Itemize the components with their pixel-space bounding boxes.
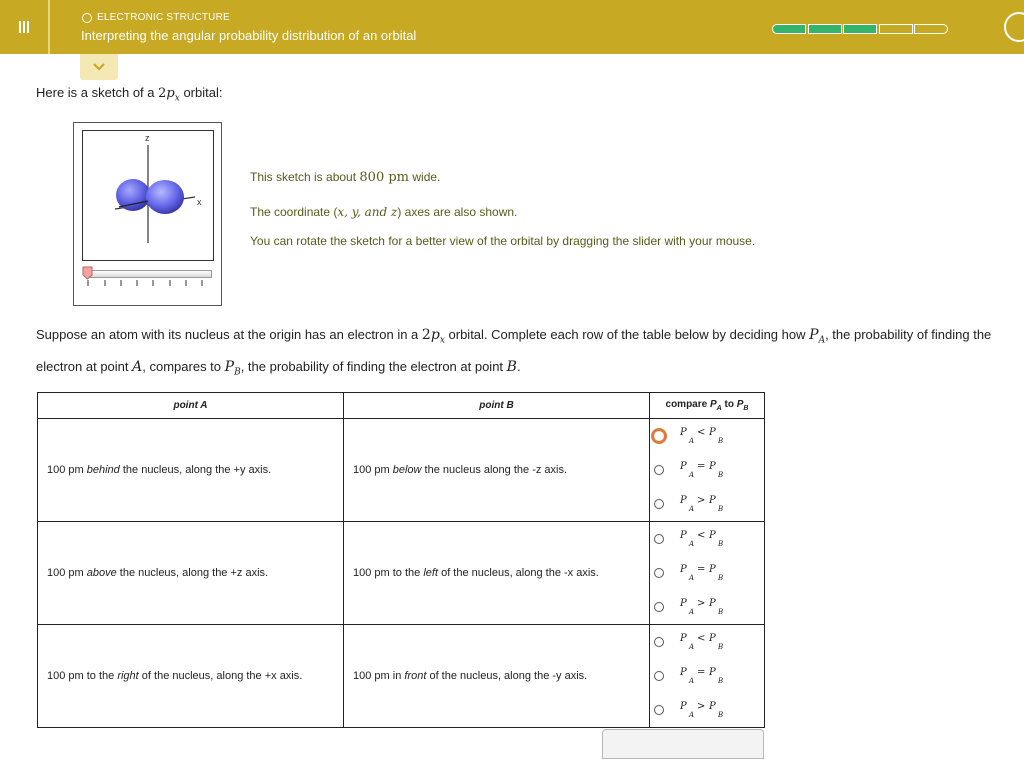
lesson-title: Interpreting the angular probability distribution of an orbital	[81, 28, 417, 43]
prompt-point-b: B	[506, 358, 517, 375]
compare-sa: A	[689, 677, 695, 685]
compare-option[interactable]	[654, 419, 764, 453]
compare-sb: B	[718, 471, 724, 479]
intro-orbital-n: 2	[158, 86, 167, 101]
rotation-slider-track[interactable]	[86, 270, 212, 278]
compare-sb: B	[718, 574, 724, 582]
intro-orbital-sub: x	[174, 93, 180, 104]
info-width-value: 800 pm	[359, 170, 410, 185]
compare-sb: B	[718, 437, 724, 445]
radio-button[interactable]	[654, 499, 664, 509]
compare-sa: A	[689, 608, 695, 616]
compare-sb: B	[718, 608, 724, 616]
prompt-p6: .	[516, 358, 521, 374]
compare-pb: P	[709, 530, 716, 541]
compare-op: >	[697, 598, 706, 609]
info-axes-after: ) axes are also shown.	[397, 205, 518, 219]
compare-sa: A	[689, 711, 695, 719]
header-compare-pb: P	[736, 399, 744, 410]
compare-sa: A	[689, 505, 695, 513]
compare-op: <	[697, 633, 706, 644]
prompt-p2: orbital. Complete each row of the table below by deciding how	[448, 327, 806, 342]
compare-sa: A	[689, 643, 695, 651]
compare-options	[650, 625, 764, 727]
compare-pb: P	[709, 564, 716, 575]
point-b-direction: left	[423, 567, 439, 579]
point-a-direction: behind	[86, 464, 120, 476]
header-point-b	[344, 393, 650, 419]
compare-pa: P	[680, 427, 687, 438]
radio-button[interactable]	[654, 637, 664, 647]
compare-pb: P	[709, 598, 716, 609]
question-prompt	[36, 322, 1011, 385]
compare-sb: B	[718, 505, 724, 513]
radio-button[interactable]	[654, 602, 664, 612]
info-axes-before: The coordinate (	[250, 205, 338, 219]
table-header-row	[38, 393, 765, 419]
point-a-text-end: the nucleus, along the +z axis.	[116, 567, 269, 579]
compare-op: =	[697, 667, 706, 678]
compare-option[interactable]	[654, 453, 764, 487]
compare-expression	[672, 695, 732, 725]
compare-pb: P	[709, 461, 716, 472]
intro-orbital-p: p	[166, 86, 175, 101]
compare-pa: P	[680, 598, 687, 609]
compare-expression	[672, 558, 732, 588]
intro-before: Here is a sketch of a	[36, 85, 155, 100]
compare-expression	[672, 661, 732, 691]
more-button[interactable]	[1004, 12, 1024, 42]
progress-bar	[772, 24, 950, 34]
compare-sa: A	[689, 540, 695, 548]
point-b-text: 100 pm in	[353, 670, 405, 682]
compare-op: =	[697, 461, 706, 472]
header-point-b-text: point B	[479, 400, 514, 411]
chevron-down-icon	[92, 62, 106, 72]
point-b-cell	[344, 522, 650, 625]
intro-text	[36, 85, 222, 104]
header-compare-pa-sub: A	[716, 405, 722, 412]
compare-pa: P	[680, 530, 687, 541]
orbital-view	[82, 130, 214, 261]
info-rotate: You can rotate the sketch for a better view of the orbital by dragging the slider with your mouse.	[250, 234, 756, 248]
info-axes-names: x, y, and z	[337, 205, 398, 219]
radio-button[interactable]	[654, 671, 664, 681]
slider-ticks	[86, 280, 214, 288]
point-a-direction: above	[86, 567, 117, 579]
compare-cell	[650, 625, 765, 728]
info-width	[250, 170, 440, 185]
compare-expression	[672, 421, 732, 451]
radio-button[interactable]	[654, 465, 664, 475]
compare-cell	[650, 419, 765, 522]
progress-segment	[808, 24, 842, 34]
action-buttons-bar[interactable]	[602, 729, 764, 759]
compare-pb: P	[709, 701, 716, 712]
header-compare-pb-sub: B	[743, 405, 749, 412]
compare-option[interactable]	[654, 625, 764, 659]
compare-sb: B	[718, 677, 724, 685]
header-point-a	[38, 393, 344, 419]
compare-option[interactable]	[654, 556, 764, 590]
compare-pa: P	[680, 495, 687, 506]
info-width-after: wide.	[412, 170, 441, 184]
compare-option[interactable]	[654, 590, 764, 624]
compare-pb: P	[709, 633, 716, 644]
point-a-text-end: of the nucleus, along the +x axis.	[138, 670, 303, 682]
point-b-direction: front	[404, 670, 427, 682]
topic-label	[82, 12, 230, 23]
radio-button[interactable]	[654, 534, 664, 544]
progress-segment	[843, 24, 877, 34]
prompt-pb-sub: B	[234, 367, 241, 378]
rotation-slider-thumb[interactable]	[82, 266, 93, 280]
point-b-cell	[344, 419, 650, 522]
menu-icon	[17, 20, 31, 34]
prompt-orbital-sub: x	[439, 335, 445, 346]
point-b-text-end: the nucleus along the -z axis.	[421, 464, 568, 476]
topic-text: ELECTRONIC STRUCTURE	[97, 12, 230, 23]
prompt-pa-sub: A	[818, 335, 826, 346]
compare-sb: B	[718, 711, 724, 719]
prompt-p1: Suppose an atom with its nucleus at the origin has an electron in a	[36, 327, 419, 342]
table-row	[38, 625, 765, 728]
prompt-p3: , the probability of finding the electron at point	[36, 327, 992, 374]
compare-op: >	[697, 701, 706, 712]
progress-segment	[772, 24, 806, 34]
prompt-orbital-p: p	[430, 327, 440, 343]
compare-pb: P	[709, 667, 716, 678]
compare-sa: A	[689, 574, 695, 582]
header-compare-prefix: compare	[665, 399, 708, 410]
prompt-pb: P	[224, 358, 235, 375]
compare-option[interactable]	[654, 659, 764, 693]
progress-segment	[879, 24, 913, 34]
point-a-text: 100 pm	[47, 464, 87, 476]
header-compare-pa: P	[709, 399, 717, 410]
radio-button[interactable]	[654, 568, 664, 578]
compare-expression	[672, 455, 732, 485]
prompt-pa: P	[809, 327, 819, 343]
compare-sb: B	[718, 643, 724, 651]
point-b-text: 100 pm	[353, 464, 393, 476]
top-bar	[0, 0, 1024, 54]
compare-sa: A	[689, 471, 695, 479]
header-point-a-text: point A	[173, 400, 208, 411]
collapse-toggle[interactable]	[80, 54, 118, 80]
point-a-cell	[38, 625, 344, 728]
header-compare-to: to	[724, 399, 734, 410]
compare-expression	[672, 524, 732, 554]
radio-button[interactable]	[654, 705, 664, 715]
table-row	[38, 522, 765, 625]
point-a-cell	[38, 419, 344, 522]
compare-sb: B	[718, 540, 724, 548]
orbital-sketch	[73, 122, 222, 306]
info-axes	[250, 205, 517, 219]
point-b-text: 100 pm to the	[353, 567, 424, 579]
compare-expression	[672, 592, 732, 622]
compare-option[interactable]	[654, 487, 764, 521]
compare-op: <	[697, 530, 706, 541]
point-b-text-end: of the nucleus, along the -x axis.	[438, 567, 599, 579]
radio-button[interactable]	[651, 428, 667, 444]
menu-button[interactable]	[0, 0, 50, 54]
compare-op: >	[697, 495, 706, 506]
compare-pb: P	[709, 427, 716, 438]
point-a-text: 100 pm to the	[47, 670, 118, 682]
point-a-cell	[38, 522, 344, 625]
prompt-orbital-n: 2	[421, 327, 431, 343]
axis-z-label: z	[145, 133, 150, 143]
compare-op: <	[697, 427, 706, 438]
compare-option[interactable]	[654, 522, 764, 556]
compare-pa: P	[680, 564, 687, 575]
compare-pa: P	[680, 701, 687, 712]
compare-options	[650, 419, 764, 521]
compare-pa: P	[680, 667, 687, 678]
point-b-direction: below	[392, 464, 422, 476]
compare-pb: P	[709, 495, 716, 506]
prompt-p5: , the probability of finding the electron at point	[240, 358, 504, 374]
compare-pa: P	[680, 461, 687, 472]
header-compare	[650, 393, 765, 419]
compare-options	[650, 522, 764, 624]
compare-expression	[672, 627, 732, 657]
info-width-before: This sketch is about	[250, 170, 357, 184]
table-row	[38, 419, 765, 522]
prompt-point-a: A	[132, 358, 143, 375]
compare-sa: A	[689, 437, 695, 445]
compare-option[interactable]	[654, 693, 764, 727]
comparison-table	[37, 392, 765, 728]
point-a-text: 100 pm	[47, 567, 87, 579]
compare-expression	[672, 489, 732, 519]
compare-cell	[650, 522, 765, 625]
progress-segment	[914, 24, 948, 34]
compare-pa: P	[680, 633, 687, 644]
px-orbital-image	[83, 131, 213, 260]
prompt-p4: , compares to	[142, 358, 222, 374]
point-a-text-end: the nucleus, along the +y axis.	[119, 464, 272, 476]
intro-after: orbital:	[183, 85, 223, 100]
compare-op: =	[697, 564, 706, 575]
axis-x-label: x	[197, 197, 202, 207]
point-b-text-end: of the nucleus, along the -y axis.	[426, 670, 588, 682]
point-b-cell	[344, 625, 650, 728]
point-a-direction: right	[117, 670, 139, 682]
topic-circle-icon	[82, 13, 92, 23]
